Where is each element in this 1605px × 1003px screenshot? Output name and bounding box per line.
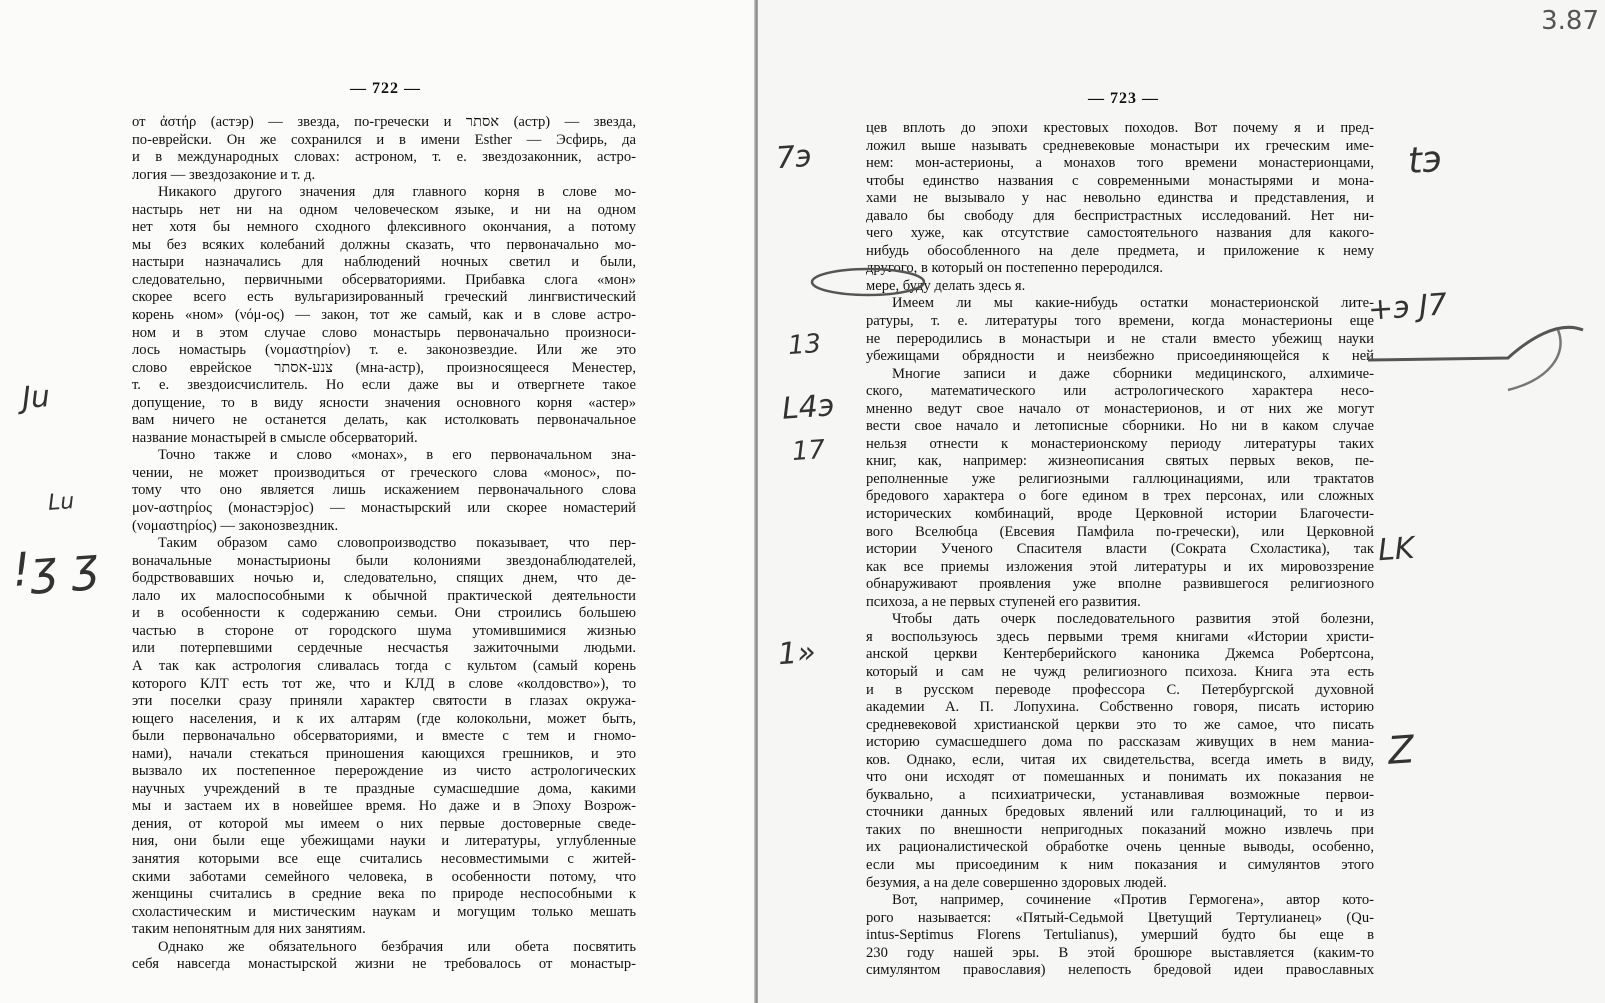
text-line: ния, они были еще убежищами науки и литературы, углубленные bbox=[132, 833, 636, 850]
text-line: чтобы единство названия с современными монастырями и мона- bbox=[866, 172, 1374, 189]
text-line: Точно также и слово «монах», в его первоначальном зна- bbox=[158, 447, 636, 464]
text-line: которого КЛТ есть тот же, что и КЛД в слове «колдовство»), то bbox=[132, 675, 636, 692]
text-line: ном и в этом случае слово монастырь первоначально произноси- bbox=[132, 324, 636, 341]
text-line: мы без всяких колебаний должны сказать, что первоначально мо- bbox=[132, 236, 636, 253]
text-line: вызвало их постепенное перерождение из чисто астрологических bbox=[132, 763, 636, 780]
text-line: 230 году нашей эры. В этой брошюре выставляется (каким-то bbox=[866, 944, 1374, 961]
text-line: таким непонятным для них занятиям. bbox=[132, 921, 366, 938]
text-line: рого называется: «Пятый-Седьмой Цветущий Тертулианец» (Qu- bbox=[866, 909, 1374, 926]
text-line: если мы присоединим к ним показания и симулянтов этого bbox=[866, 856, 1374, 873]
text-line: были первоначально обсерваториями, и вместе с тем и гномо- bbox=[132, 728, 636, 745]
text-line: который и сам не чужд религиозного психоза. Книга эта есть bbox=[866, 663, 1374, 680]
text-line: А так как астрология сливалась тогда с культом (самый корень bbox=[132, 657, 636, 674]
text-line: хами не вызывало у нас невольно единства и представления, и bbox=[866, 190, 1374, 207]
text-line: т. е. звездоисчислитель. Но если даже вы и отвергнете такое bbox=[132, 377, 636, 394]
text-line: нибудь обособленного на деле предмета, и приложение к нему bbox=[866, 242, 1374, 259]
text-line: допущение, то в виду ясности значения основного корня «астер» bbox=[132, 394, 636, 411]
text-line: эти поселки сразу приняли характер святости в глазах окружа- bbox=[132, 693, 636, 710]
text-line: от ἀστήρ (астэр) — звезда, по-гречески и אסתר (астр) — звезда, bbox=[132, 114, 636, 130]
text-line: сточники данных бредовых явлений или галлюцинаций, то и из bbox=[866, 804, 1374, 821]
text-line: чего хуже, как отсутствие самостоятельного названия для какого- bbox=[866, 225, 1374, 242]
text-line: обнаруживают проявления уже вполне развившегося религиозного bbox=[866, 576, 1374, 593]
text-line: буквально, а психиатрически, устанавливая возможные первои- bbox=[866, 786, 1374, 803]
text-line: следовательно, первичными обсерваториями. Прибавка слога «мон» bbox=[132, 271, 636, 288]
text-line: что они исходят от помешанных и понимать их показания не bbox=[866, 769, 1374, 786]
handwritten-note: +э J7 bbox=[1366, 287, 1449, 328]
text-line: мере, буду делать здесь я. bbox=[866, 277, 1026, 294]
margin-underline-stroke bbox=[808, 262, 928, 302]
text-line: нельзя отнести к монастерионскому периоду литературы таких bbox=[866, 435, 1374, 452]
text-line: Никакого другого значения для главного корня в слове мо- bbox=[158, 184, 636, 201]
text-line: бодрствовавших ночью и, следовательно, спящих днем, что де- bbox=[132, 570, 636, 587]
text-line: лось номастырь (νομαστηρίον) т. е. законозвездие. Или же это bbox=[132, 342, 636, 359]
text-line: историю сумасшедшего дома по рассказам живущих в нем маниа- bbox=[866, 734, 1374, 751]
handwritten-note: !ʒ ʒ bbox=[10, 537, 100, 597]
text-line: книг, как, например: жизнеописания святых первых веков, пе- bbox=[866, 453, 1374, 470]
text-line: Имеем ли мы какие-нибудь остатки монастерионской лите- bbox=[892, 295, 1374, 312]
handwritten-note: tэ bbox=[1406, 138, 1444, 183]
text-line: академии А. П. Лопухина. Собственно говоря, писать историю bbox=[866, 699, 1374, 716]
text-line: убежищами обрядности и неизбежно присоединяющейся к ней bbox=[866, 348, 1374, 365]
text-line: психоза, а не первых ступеней его развития. bbox=[866, 593, 1141, 610]
left-text-column bbox=[132, 114, 636, 974]
text-line: себя навсегда монастырской жизни не требовалось от монастыр- bbox=[132, 956, 636, 973]
handwritten-note: 13 bbox=[786, 328, 823, 362]
text-line: ков. Однако, если, читая их свидетельства, всегда иметь в виду, bbox=[866, 751, 1374, 768]
text-line: бредового характера о боге едином в трех персонах, или сложных bbox=[866, 488, 1374, 505]
text-line: intus-Septimus Florens Tertulianus), умерший будто бы еще в bbox=[866, 927, 1374, 944]
text-line: исторических комбинаций, вроде Церковной истории Благочести- bbox=[866, 506, 1374, 523]
text-line: я воспользуюсь здесь первыми тремя книгами «Истории христи- bbox=[866, 628, 1374, 645]
text-line: Однако же обязательного безбрачия или обета посвятить bbox=[158, 938, 636, 955]
text-line: реполненные уже религиозными галлюцинациями, или трактатов bbox=[866, 470, 1374, 487]
text-line: μον-αστηρίος (монастэрjос) — монастырский или скорее номастерий bbox=[132, 500, 636, 517]
text-line: Многие записи и даже сборники медицинского, алхимиче- bbox=[892, 365, 1374, 382]
text-line: анской церкви Кентерберийского каноника Джемса Робертсона, bbox=[866, 646, 1374, 663]
text-line: (νομαστηρίος) — законозвездник. bbox=[132, 517, 339, 534]
text-line: схоластическим и мистическим наукам и могущим только мешать bbox=[132, 903, 636, 920]
text-line: таких по внешности непригодных показаний можно извлечь при bbox=[866, 821, 1374, 838]
text-line: настыри назначались для наблюдений ночных светил и были, bbox=[132, 254, 636, 271]
text-line: или потерпевшими сердечные несчастья зажиточными людьми. bbox=[132, 640, 636, 657]
text-line: название монастырей в смысле обсерваторий. bbox=[132, 429, 418, 446]
text-line: скорее всего есть вульгаризированный греческий лингвистический bbox=[132, 289, 636, 306]
text-line: корень «ном» (νόμ-ος) — закон, тот же самый, как и в слове астро- bbox=[132, 307, 636, 324]
text-line: цев вплоть до эпохи крестовых походов. Вот почему я и пред- bbox=[866, 120, 1374, 136]
page-number: — 722 — bbox=[350, 80, 421, 97]
text-line: логия — звездозаконие и т. д. bbox=[132, 166, 316, 183]
text-line: ложил выше называть средневековые монастыри их греческим име- bbox=[866, 137, 1374, 154]
text-line: и в русском переводе профессора С. Петербургской духовной bbox=[866, 681, 1374, 698]
text-line: чении, не может производиться от греческого слова «монос», по- bbox=[132, 464, 636, 481]
margin-arrow-stroke bbox=[1358, 270, 1598, 400]
text-line: их рационалистической обработке очень ценные выводы, особенно, bbox=[866, 839, 1374, 856]
text-line: частью в стороне от городского шума утомившимися жизнью bbox=[132, 622, 636, 639]
text-line: женщины считались в средние века по природе неспособными к bbox=[132, 886, 636, 903]
text-line: настырь нет ни на одном человеческом языке, и ни на одном bbox=[132, 201, 636, 218]
text-line: вести свое начало и летописные сборники. Но ни в каком случае bbox=[866, 418, 1374, 435]
left-page bbox=[0, 0, 756, 1003]
text-line: Вот, например, сочинение «Против Гермогена», автор кото- bbox=[892, 892, 1374, 909]
text-line: по-еврейски. Он же сохранился и в имени Esther — Эсфирь, да bbox=[132, 131, 636, 148]
text-line: мы и застаем их в новейшее время. Но даже и в Эпоху Возрож- bbox=[132, 798, 636, 815]
text-line: давало бы свободу для беспристрастных исследований. Нет ни- bbox=[866, 207, 1374, 224]
text-line: скими заботами семейного человека, в особенности потому, что bbox=[132, 868, 636, 885]
handwritten-note: 1» bbox=[776, 634, 817, 673]
text-line: вам ничего не останется делать, как истолковать первоначальное bbox=[132, 412, 636, 429]
text-line: ского, математического или астрологического характера несо- bbox=[866, 383, 1374, 400]
text-line: лало их малоспособными к обычной практической деятельности bbox=[132, 587, 636, 604]
text-line: мненно ведут свое начало от монастерионов, и от них же могут bbox=[866, 400, 1374, 417]
text-line: Чтобы дать очерк последовательного развития этой болезни, bbox=[892, 611, 1374, 628]
handwritten-note: Lu bbox=[47, 489, 76, 516]
right-text-column bbox=[866, 120, 1374, 980]
text-line: нами), начали стекаться приношения кающихся грешников, и это bbox=[132, 745, 636, 762]
text-line: тому что оно является лишь искажением первоначального слова bbox=[132, 482, 636, 499]
handwritten-note: L4э bbox=[780, 388, 836, 427]
text-line: истории Ученого Спасителя власти (Сократа Схоластика), так bbox=[866, 541, 1374, 558]
right-page bbox=[758, 0, 1605, 1003]
text-line: и в международных словах: астроном, т. е. звездозаконник, астро- bbox=[132, 149, 636, 166]
text-line: средневековой христианской церкви это то же самое, что писать bbox=[866, 716, 1374, 733]
text-line: нем: мон-астерионы, а монахов того времени монастерионцами, bbox=[866, 155, 1374, 172]
text-line: дения, от которой мы имеем о них первые достоверные сведе- bbox=[132, 815, 636, 832]
text-line: научных учреждений в те праздные сумасшедшие дома, какими bbox=[132, 780, 636, 797]
text-line: другого, в который он постепенно переродился. bbox=[866, 260, 1163, 277]
handwritten-note: Z bbox=[1386, 727, 1416, 773]
text-line: ющего населения, и к их алтарям (где колокольни, может быть, bbox=[132, 710, 636, 727]
text-line: воначальные монастырионы были колониями звездонаблюдателей, bbox=[132, 552, 636, 569]
text-line: вого Вселюбца (Евсевия Памфила по-гречески), или Церковной bbox=[866, 523, 1374, 540]
handwritten-note: LK bbox=[1376, 530, 1416, 569]
text-line: не переродились в монастыри и не стали вместо убежищ науки bbox=[866, 330, 1374, 347]
handwritten-note: 17 bbox=[790, 434, 827, 468]
text-line: занятия которыми все еще считались несовместимыми с житей- bbox=[132, 850, 636, 867]
handwritten-note: 7э bbox=[774, 138, 813, 177]
text-line: безумия, а на деле совершенно здоровых людей. bbox=[866, 874, 1167, 891]
text-line: симулянтом православия) нелепость бредовой идеи православных bbox=[866, 962, 1374, 979]
text-line: слово еврейское צנע-אסתר (мна-астр), произносящееся Менестер, bbox=[132, 359, 636, 376]
text-line: как все приемы изложения этой литературы и их мировоззрение bbox=[866, 558, 1374, 575]
text-line: ратуры, т. е. литературы того времени, когда монастерионы еще bbox=[866, 313, 1374, 330]
text-line: и в особенности к содержанию семьи. Они строились большею bbox=[132, 605, 636, 622]
text-line: нет хотя бы немного сходного флексивного окончания, а потому bbox=[132, 219, 636, 236]
handwritten-note: Ju bbox=[20, 379, 52, 416]
page-number: — 723 — bbox=[1088, 90, 1159, 107]
page-corner-number: 3.87 bbox=[1541, 6, 1599, 36]
text-line: Таким образом само словопроизводство показывает, что пер- bbox=[158, 535, 636, 552]
